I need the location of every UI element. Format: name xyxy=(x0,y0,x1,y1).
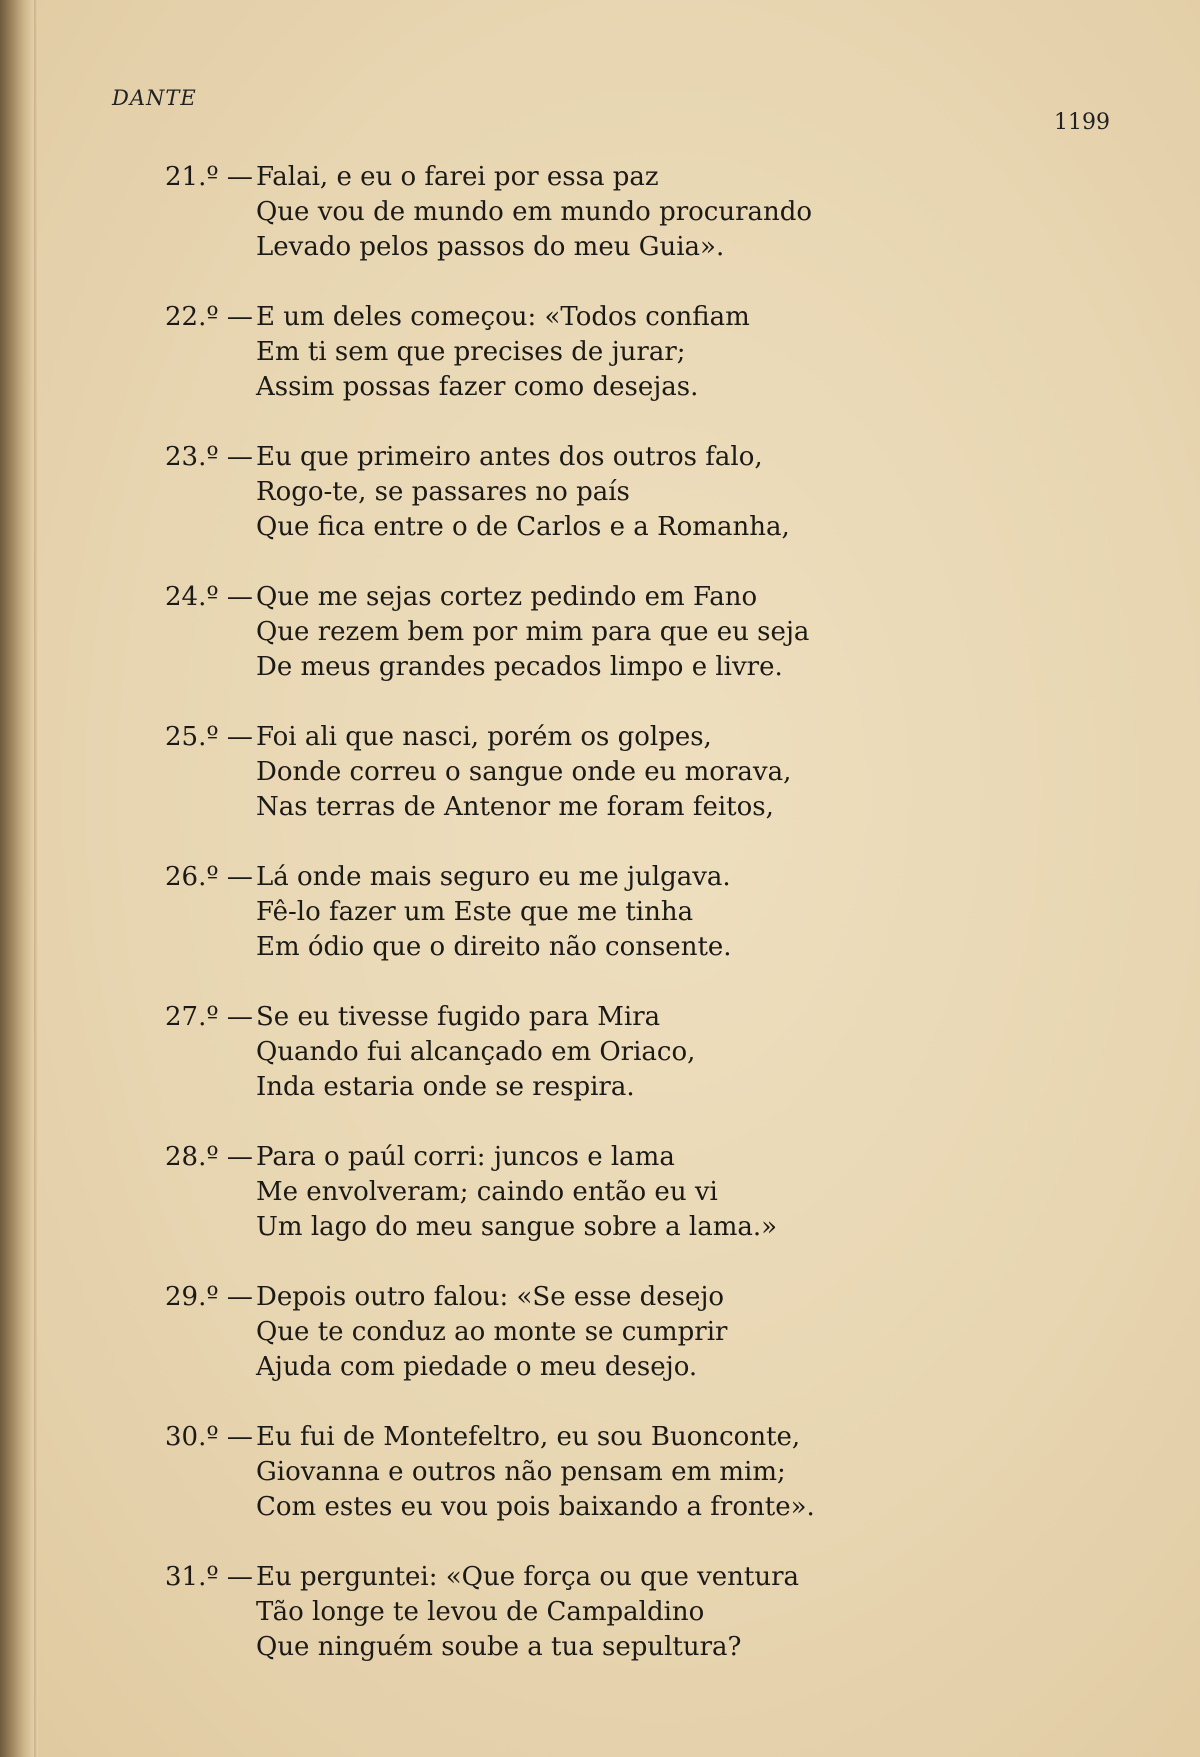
verse-line xyxy=(160,370,1060,405)
stanza-28 xyxy=(160,1140,1060,1280)
verse-text: Tão longe te levou de Campaldino xyxy=(256,1597,705,1627)
verse-line xyxy=(160,790,1060,825)
verse-line xyxy=(160,1035,1060,1070)
book-binding xyxy=(0,0,34,1757)
verse-text: De meus grandes pecados limpo e livre. xyxy=(256,652,783,682)
verse-line xyxy=(160,755,1060,790)
stanza-number: 24.º — xyxy=(165,582,253,612)
verse-text: Em ti sem que precises de jurar; xyxy=(256,337,686,367)
verse-text: Levado pelos passos do meu Guia». xyxy=(256,232,725,262)
verse-line xyxy=(160,720,1060,755)
stanza-25 xyxy=(160,720,1060,860)
stanza-22 xyxy=(160,300,1060,440)
verse-line xyxy=(160,1560,1060,1595)
verse-line xyxy=(160,440,1060,475)
page-number: 1199 xyxy=(1054,110,1110,135)
verse-text: Um lago do meu sangue sobre a lama.» xyxy=(256,1212,778,1242)
stanza-23 xyxy=(160,440,1060,580)
verse-text: Ajuda com piedade o meu desejo. xyxy=(256,1352,698,1382)
stanza-number: 26.º — xyxy=(165,862,253,892)
verse-text: Assim possas fazer como desejas. xyxy=(256,372,699,402)
verse-line xyxy=(160,300,1060,335)
stanza-26 xyxy=(160,860,1060,1000)
verse-text: Rogo-te, se passares no país xyxy=(256,477,630,507)
verse-text: Que rezem bem por mim para que eu seja xyxy=(256,617,810,647)
stanza-27 xyxy=(160,1000,1060,1140)
verse-line xyxy=(160,1280,1060,1315)
verse-text: Eu perguntei: «Que força ou que ventura xyxy=(256,1562,800,1592)
verse-line xyxy=(160,335,1060,370)
verse-text: Que vou de mundo em mundo procurando xyxy=(256,197,813,227)
verse-text: Em ódio que o direito não consente. xyxy=(256,932,732,962)
verse-line xyxy=(160,160,1060,195)
verse-line xyxy=(160,195,1060,230)
verse-text: Fê-lo fazer um Este que me tinha xyxy=(256,897,694,927)
verse-text: Donde correu o sangue onde eu morava, xyxy=(256,757,792,787)
verse-line xyxy=(160,1140,1060,1175)
stanza-number: 22.º — xyxy=(165,302,253,332)
verse-line xyxy=(160,1315,1060,1350)
verse-text: Para o paúl corri: juncos e lama xyxy=(256,1142,675,1172)
verse-line xyxy=(160,1455,1060,1490)
verse-line xyxy=(160,1420,1060,1455)
verse-text: Que me sejas cortez pedindo em Fano xyxy=(256,582,758,612)
stanza-number: 27.º — xyxy=(165,1002,253,1032)
verse-text: Quando fui alcançado em Oriaco, xyxy=(256,1037,696,1067)
verse-line xyxy=(160,1175,1060,1210)
stanza-24 xyxy=(160,580,1060,720)
verse-text: Foi ali que nasci, porém os golpes, xyxy=(256,722,712,752)
verse-line xyxy=(160,650,1060,685)
verse-line xyxy=(160,615,1060,650)
binding-edge xyxy=(34,0,38,1757)
verse-line xyxy=(160,1000,1060,1035)
poem-body xyxy=(160,160,1060,1700)
verse-text: Me envolveram; caindo então eu vi xyxy=(256,1177,718,1207)
verse-text: Eu fui de Montefeltro, eu sou Buonconte, xyxy=(256,1422,801,1452)
verse-text: Lá onde mais seguro eu me julgava. xyxy=(256,862,731,892)
verse-text: Que ninguém soube a tua sepultura? xyxy=(256,1632,742,1662)
verse-line xyxy=(160,475,1060,510)
verse-line xyxy=(160,1070,1060,1105)
verse-line xyxy=(160,510,1060,545)
verse-line xyxy=(160,1595,1060,1630)
stanza-31 xyxy=(160,1560,1060,1700)
verse-text: Falai, e eu o farei por essa paz xyxy=(256,162,659,192)
verse-line xyxy=(160,230,1060,265)
verse-line xyxy=(160,1630,1060,1665)
verse-line xyxy=(160,1350,1060,1385)
stanza-number: 30.º — xyxy=(165,1422,253,1452)
stanza-number: 25.º — xyxy=(165,722,253,752)
verse-line xyxy=(160,1490,1060,1525)
stanza-21 xyxy=(160,160,1060,300)
verse-line xyxy=(160,860,1060,895)
verse-text: Eu que primeiro antes dos outros falo, xyxy=(256,442,763,472)
stanza-number: 29.º — xyxy=(165,1282,253,1312)
stanza-30 xyxy=(160,1420,1060,1560)
verse-text: Que te conduz ao monte se cumprir xyxy=(256,1317,728,1347)
verse-text: Que fica entre o de Carlos e a Romanha, xyxy=(256,512,790,542)
verse-line xyxy=(160,930,1060,965)
verse-text: Com estes eu vou pois baixando a fronte». xyxy=(256,1492,815,1522)
verse-text: Giovanna e outros não pensam em mim; xyxy=(256,1457,786,1487)
stanza-number: 23.º — xyxy=(165,442,253,472)
stanza-29 xyxy=(160,1280,1060,1420)
verse-text: Depois outro falou: «Se esse desejo xyxy=(256,1282,725,1312)
verse-line xyxy=(160,1210,1060,1245)
verse-text: Inda estaria onde se respira. xyxy=(256,1072,635,1102)
verse-line xyxy=(160,895,1060,930)
verse-text: Nas terras de Antenor me foram feitos, xyxy=(256,792,774,822)
stanza-number: 28.º — xyxy=(165,1142,253,1172)
verse-text: E um deles começou: «Todos confiam xyxy=(256,302,750,332)
stanza-number: 21.º — xyxy=(165,162,253,192)
running-head: DANTE xyxy=(112,86,197,110)
verse-text: Se eu tivesse fugido para Mira xyxy=(256,1002,661,1032)
stanza-number: 31.º — xyxy=(165,1562,253,1592)
verse-line xyxy=(160,580,1060,615)
